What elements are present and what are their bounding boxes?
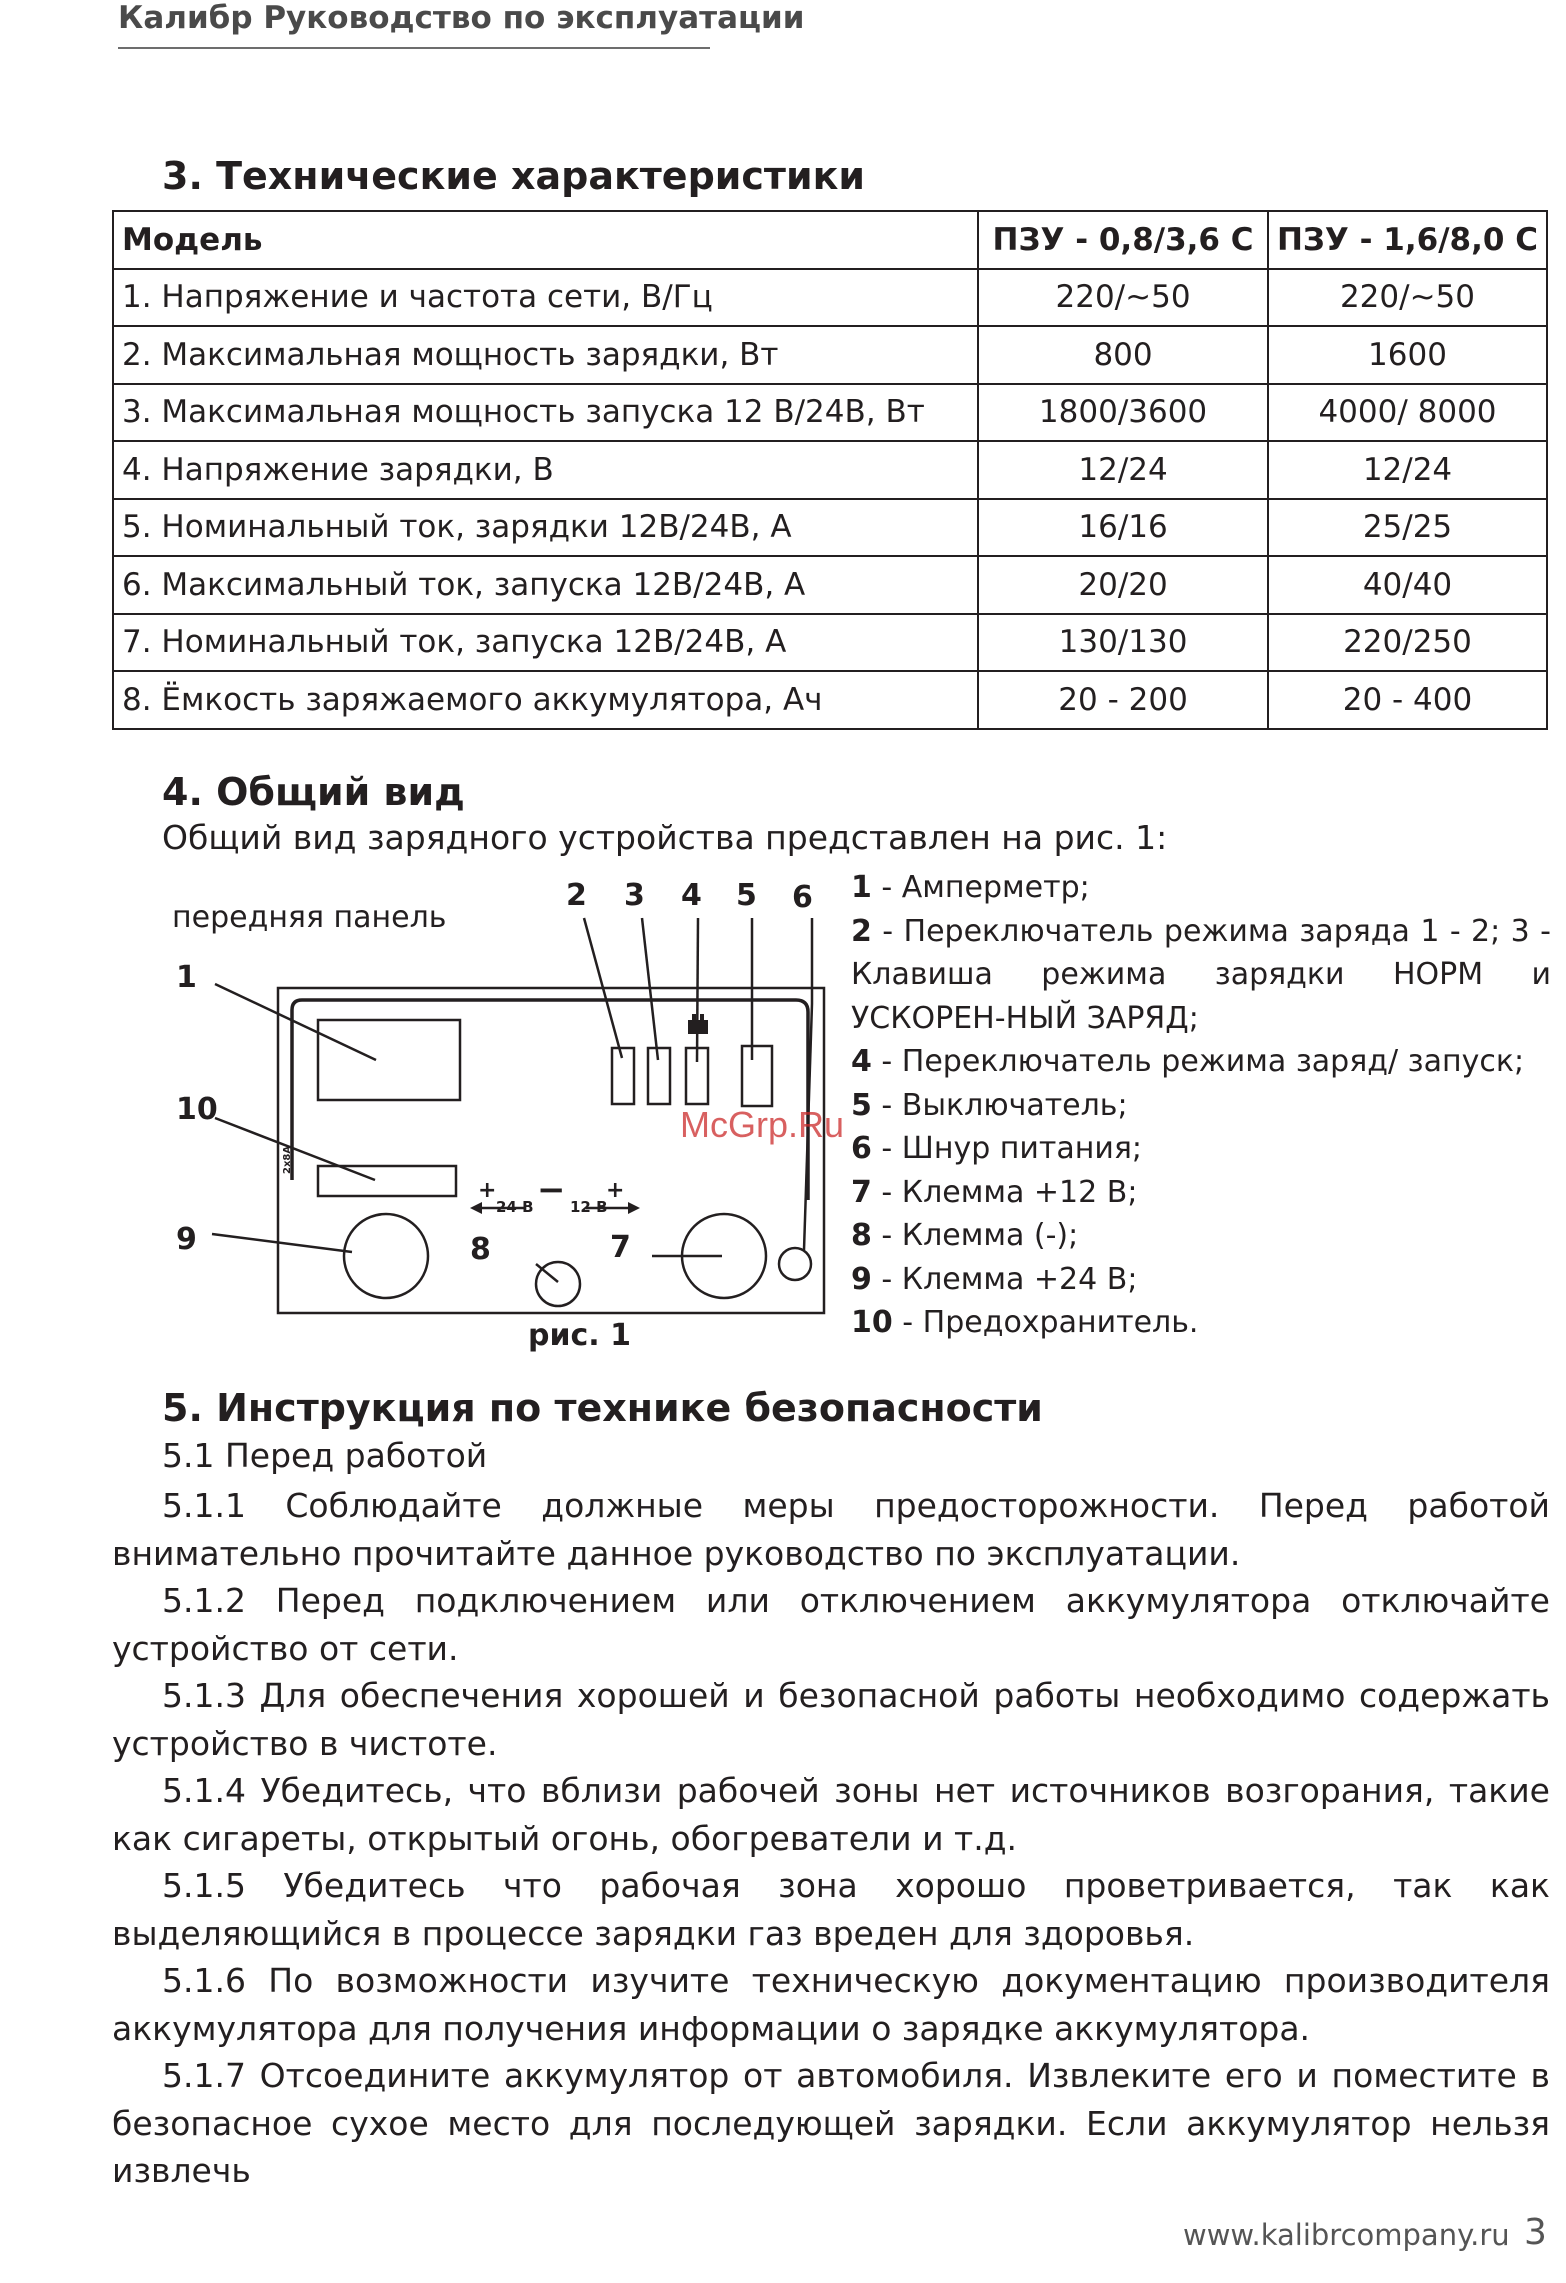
legend-item (851, 1214, 1551, 1258)
table-cell: 1800/3600 (978, 384, 1268, 442)
paragraph: 5.1.1 Соблюдайте должные меры предосторожности. Перед работой внимательно прочитайте данное руководство по эксплуатации. (112, 1486, 1550, 1573)
table-cell: 25/25 (1268, 499, 1547, 557)
leader-10 (215, 1118, 375, 1180)
paragraph: 5.1.3 Для обеспечения хорошей и безопасной работы необходимо содержать устройство в чистоте. (112, 1676, 1550, 1763)
table-cell: 8. Ёмкость заряжаемого аккумулятора, Ач (113, 671, 978, 729)
fuse-rating: 2x8A (282, 1145, 293, 1174)
section4-title: 4. Общий вид (162, 770, 465, 814)
switch-5 (742, 1046, 772, 1106)
callout-3: 3 (624, 878, 645, 913)
ammeter-window (318, 1020, 460, 1100)
callout-6: 6 (792, 880, 813, 915)
legend-number: 4 (851, 1044, 872, 1079)
legend-number: 7 (851, 1174, 872, 1210)
callout-2: 2 (566, 878, 587, 913)
label-12v: 12 В (570, 1198, 608, 1216)
legend-item (851, 1258, 1551, 1302)
battery-icon (688, 1020, 708, 1034)
legend-text: - Предохранитель. (892, 1305, 1199, 1340)
table-cell: 20 - 400 (1268, 671, 1547, 729)
paragraph: 5.1.4 Убедитесь, что вблизи рабочей зоны нет источников возгорания, такие как сигареты, открытый огонь, обогреватели и т.д. (112, 1771, 1550, 1858)
callout-8: 8 (470, 1232, 491, 1267)
plus-mark-24v: + (478, 1178, 497, 1203)
table-header-cell: ПЗУ - 0,8/3,6 С (978, 211, 1268, 269)
legend-item (851, 910, 1551, 1041)
legend-text: - Переключатель режима заряда 1 - 2; 3 - Клавиша режима зарядки НОРМ и УСКОРЕН-НЫЙ ЗАРЯД; (851, 913, 1551, 1036)
legend-text: - Шнур питания; (871, 1131, 1143, 1166)
arrow-12v-head (628, 1202, 640, 1214)
table-header-cell: ПЗУ - 1,6/8,0 С (1268, 211, 1547, 269)
legend-number: 5 (851, 1087, 872, 1123)
paragraph: 5.1.5 Убедитесь что рабочая зона хорошо проветривается, так как выделяющийся в процессе зарядки газ вреден для здоровья. (112, 1866, 1550, 1953)
figure-legend (851, 866, 1551, 1345)
leader-4 (697, 918, 698, 1062)
safety-instructions (112, 1482, 1550, 2195)
legend-item (851, 1171, 1551, 1215)
table-cell: 220/~50 (1268, 269, 1547, 327)
paragraph: 5.1.6 По возможности изучите техническую документацию производителя аккумулятора для получения информации о зарядке аккумулятора. (112, 1961, 1550, 2048)
fuse-holder (318, 1166, 456, 1196)
legend-text: - Клемма +12 В; (871, 1174, 1138, 1210)
legend-number: 6 (851, 1131, 872, 1166)
table-cell: 4. Напряжение зарядки, В (113, 441, 978, 499)
table-cell: 40/40 (1268, 556, 1547, 614)
legend-text: - Клемма +24 В; (871, 1261, 1138, 1297)
table-header-cell: Модель (113, 211, 978, 269)
table-cell: 20 - 200 (978, 671, 1268, 729)
table-cell: 20/20 (978, 556, 1268, 614)
legend-number: 2 (851, 913, 872, 949)
legend-item (851, 866, 1551, 910)
leader-1 (215, 984, 376, 1060)
table-cell: 16/16 (978, 499, 1268, 557)
page-number: 3 (1524, 2212, 1547, 2253)
legend-item (851, 1084, 1551, 1128)
minus-mark: − (537, 1170, 566, 1210)
legend-text: - Клемма (-); (871, 1218, 1079, 1253)
power-cord-gland (779, 1248, 811, 1280)
table-cell: 4000/ 8000 (1268, 384, 1547, 442)
callout-7: 7 (610, 1230, 631, 1265)
table-cell: 220/250 (1268, 614, 1547, 672)
section4-intro: Общий вид зарядного устройства представлен на рис. 1: (162, 818, 1168, 857)
watermark: McGrp.Ru (680, 1104, 845, 1145)
paragraph: 5.1.2 Перед подключением или отключением аккумулятора отключайте устройство от сети. (112, 1581, 1550, 1668)
paragraph: 5.1.7 Отсоедините аккумулятор от автомобиля. Извлеките его и поместите в безопасное сухое место для последующей зарядки. Если аккумулятор нельзя извлечь (112, 2056, 1550, 2190)
footer-url: www.kalibrcompany.ru (1183, 2218, 1510, 2252)
table-cell: 3. Максимальная мощность запуска 12 В/24В, Вт (113, 384, 978, 442)
legend-item (851, 1127, 1551, 1171)
callout-5: 5 (736, 878, 757, 913)
arrow-24v-head (470, 1202, 482, 1214)
legend-number: 1 (851, 870, 872, 905)
leader-9 (212, 1234, 352, 1252)
callout-9: 9 (176, 1222, 197, 1257)
figure-caption: рис. 1 (528, 1318, 631, 1353)
panel-label: передняя панель (172, 900, 447, 935)
table-cell: 1600 (1268, 326, 1547, 384)
table-cell: 1. Напряжение и частота сети, В/Гц (113, 269, 978, 327)
section3-title: 3. Технические характеристики (162, 154, 865, 198)
table-cell: 130/130 (978, 614, 1268, 672)
callout-4: 4 (681, 878, 702, 913)
table-cell: 7. Номинальный ток, запуска 12В/24В, А (113, 614, 978, 672)
plus-mark-12v: + (606, 1178, 625, 1203)
table-cell: 220/~50 (978, 269, 1268, 327)
legend-text: - Переключатель режима заряд/ запуск; (871, 1044, 1525, 1079)
legend-item (851, 1040, 1551, 1084)
table-cell: 12/24 (1268, 441, 1547, 499)
section5-title: 5. Инструкция по технике безопасности (162, 1386, 1043, 1430)
section5-subtitle: 5.1 Перед работой (162, 1436, 488, 1475)
table-cell: 2. Максимальная мощность зарядки, Вт (113, 326, 978, 384)
switch-3 (648, 1048, 670, 1104)
callout-10: 10 (176, 1092, 218, 1127)
table-cell: 12/24 (978, 441, 1268, 499)
terminal-24v (344, 1214, 428, 1298)
table-cell: 5. Номинальный ток, зарядки 12В/24В, А (113, 499, 978, 557)
legend-text: - Выключатель; (871, 1087, 1128, 1123)
callout-1: 1 (176, 960, 197, 995)
switch-2 (612, 1048, 634, 1104)
legend-item (851, 1301, 1551, 1345)
running-header: Калибр Руководство по эксплуатации (118, 0, 805, 36)
label-24v: 24 В (496, 1198, 534, 1216)
legend-number: 9 (851, 1261, 872, 1297)
legend-text: - Амперметр; (871, 870, 1090, 905)
table-cell: 800 (978, 326, 1268, 384)
legend-number: 8 (851, 1218, 872, 1253)
table-cell: 6. Максимальный ток, запуска 12В/24В, А (113, 556, 978, 614)
legend-number: 10 (851, 1305, 893, 1340)
